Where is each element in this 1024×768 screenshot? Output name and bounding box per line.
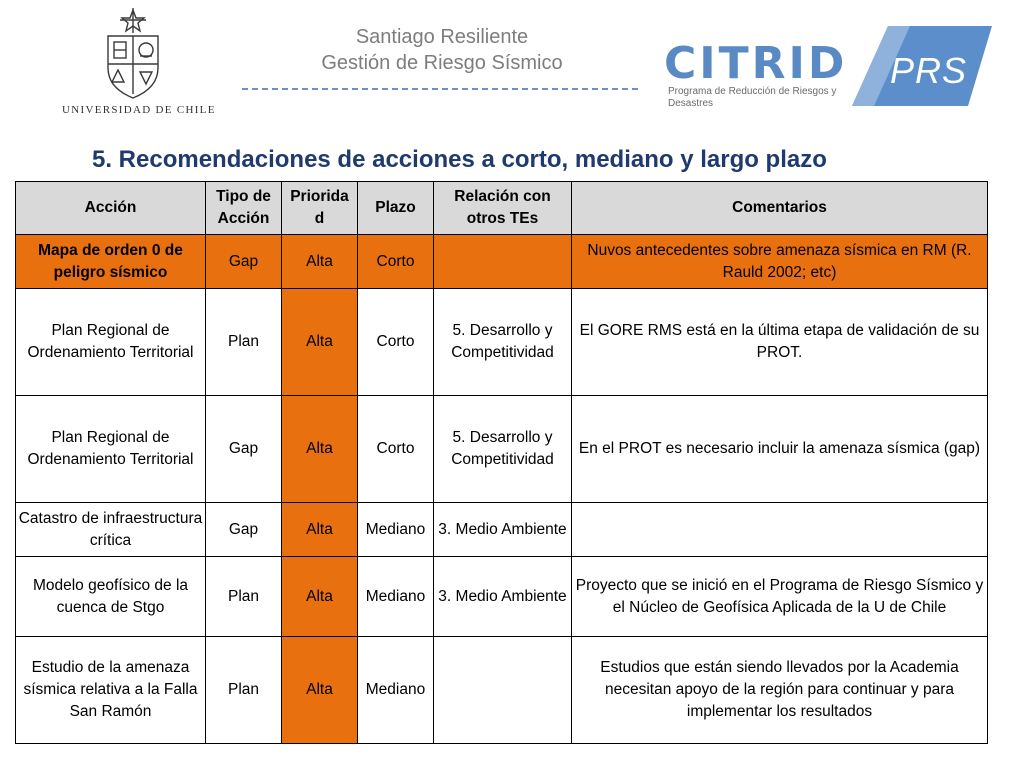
cell-comentarios: Estudios que están siendo llevados por la Academia necesitan apoyo de la región para continuar y para implementar los resultados [572, 637, 988, 744]
citrid-logo [660, 38, 848, 118]
prs-logo [852, 24, 992, 108]
header-prioridad: Priorida d [282, 182, 358, 235]
citrid-logo-text: CITRID [664, 38, 848, 89]
cell-comentarios: El GORE RMS está en la última etapa de validación de su PROT. [572, 289, 988, 396]
table-row [16, 557, 988, 637]
santiago-title: Santiago Resiliente [355, 26, 529, 48]
cell-plazo: Mediano [358, 503, 434, 557]
cell-prioridad: Alta [282, 637, 358, 744]
table-row [16, 503, 988, 557]
cell-accion: Plan Regional de Ordenamiento Territorial [16, 289, 206, 396]
cell-prioridad: Alta [282, 396, 358, 503]
cell-plazo: Corto [358, 235, 434, 289]
cell-relacion [434, 637, 572, 744]
universidad-de-chile-logo [62, 8, 216, 118]
prs-logo-text: PRS [890, 50, 968, 91]
table-header-row [16, 182, 988, 235]
cell-accion: Estudio de la amenaza sísmica relativa a la Falla San Ramón [16, 637, 206, 744]
cell-plazo: Corto [358, 289, 434, 396]
table-row [16, 396, 988, 503]
university-name: UNIVERSIDAD DE CHILE [62, 104, 216, 116]
cell-relacion: 5. Desarrollo y Competitividad [434, 289, 572, 396]
citrid-tagline: Programa de Reducción de Riesgos y Desastres [668, 86, 837, 109]
cell-relacion: 3. Medio Ambiente [434, 557, 572, 637]
santiago-resiliente-block [242, 24, 642, 76]
header-relacion: Relación con otros TEs [434, 182, 572, 235]
cell-accion: Plan Regional de Ordenamiento Territorial [16, 396, 206, 503]
header-divider [242, 88, 638, 90]
cell-prioridad: Alta [282, 289, 358, 396]
cell-comentarios: Proyecto que se inició en el Programa de Riesgo Sísmico y el Núcleo de Geofísica Aplicada de la U de Chile [572, 557, 988, 637]
cell-relacion [434, 235, 572, 289]
cell-prioridad: Alta [282, 235, 358, 289]
cell-tipo: Gap [206, 396, 282, 503]
cell-comentarios [572, 503, 988, 557]
cell-tipo: Gap [206, 235, 282, 289]
cell-relacion: 3. Medio Ambiente [434, 503, 572, 557]
cell-accion: Modelo geofísico de la cuenca de Stgo [16, 557, 206, 637]
cell-accion: Mapa de orden 0 de peligro sísmico [16, 235, 206, 289]
cell-tipo: Plan [206, 289, 282, 396]
cell-comentarios: Nuvos antecedentes sobre amenaza sísmica en RM (R. Rauld 2002; etc) [572, 235, 988, 289]
cell-accion: Catastro de infraestructura crítica [16, 503, 206, 557]
recommendations-table [15, 181, 988, 744]
header-plazo: Plazo [358, 182, 434, 235]
header-accion: Acción [16, 182, 206, 235]
header-comentarios: Comentarios [572, 182, 988, 235]
university-seal-icon [100, 8, 166, 100]
section-title: 5. Recomendaciones de acciones a corto, mediano y largo plazo [92, 146, 827, 173]
cell-tipo: Plan [206, 557, 282, 637]
cell-plazo: Corto [358, 396, 434, 503]
table-row [16, 637, 988, 744]
table-row [16, 289, 988, 396]
cell-plazo: Mediano [358, 557, 434, 637]
cell-relacion: 5. Desarrollo y Competitividad [434, 396, 572, 503]
cell-prioridad: Alta [282, 503, 358, 557]
santiago-subtitle: Gestión de Riesgo Sísmico [321, 52, 563, 74]
cell-prioridad: Alta [282, 557, 358, 637]
table-row [16, 235, 988, 289]
cell-plazo: Mediano [358, 637, 434, 744]
header-tipo: Tipo de Acción [206, 182, 282, 235]
cell-tipo: Plan [206, 637, 282, 744]
cell-comentarios: En el PROT es necesario incluir la amenaza sísmica (gap) [572, 396, 988, 503]
cell-tipo: Gap [206, 503, 282, 557]
